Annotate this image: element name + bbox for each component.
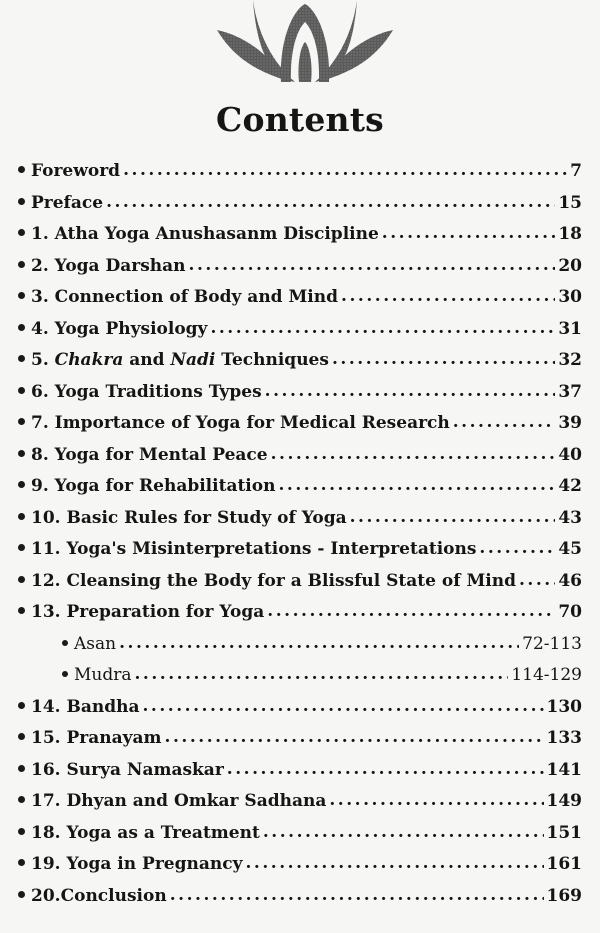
bullet-icon [18, 859, 25, 866]
toc-entry [18, 408, 582, 440]
toc-entry-label: 14. Bandha [31, 696, 140, 717]
dot-leader [278, 470, 555, 502]
toc-entry-label: 18. Yoga as a Treatment [31, 822, 260, 843]
toc-page-number: 30 [558, 287, 582, 307]
bullet-icon [18, 733, 25, 740]
toc-entry-label: Foreword [31, 161, 121, 181]
toc-entry-label: 1. Atha Yoga Anushasanm Discipline [31, 224, 379, 244]
toc-page-number: 45 [558, 539, 582, 559]
toc-page-number: 15 [558, 192, 582, 213]
toc-page-number: 37 [558, 381, 582, 402]
toc-page-number: 7 [570, 161, 582, 181]
bullet-icon [18, 702, 25, 709]
bullet-icon [18, 450, 25, 457]
toc-entry [18, 188, 582, 220]
dot-leader [453, 407, 556, 439]
toc-entry [18, 471, 582, 503]
toc-entry-label: 9. Yoga for Rehabilitation [31, 476, 276, 496]
toc-entry-label: 16. Surya Namaskar [31, 759, 224, 780]
dot-leader [341, 281, 555, 313]
dot-leader [210, 313, 555, 345]
toc-entry [18, 786, 582, 818]
dot-leader [123, 155, 567, 187]
bullet-icon [18, 324, 25, 331]
toc-page-number: 39 [558, 413, 582, 433]
dot-leader [143, 691, 544, 723]
toc-entry-label: 6. Yoga Traditions Types [31, 381, 262, 402]
dot-leader [265, 376, 556, 408]
toc-entry [18, 345, 582, 377]
bullet-icon [18, 796, 25, 803]
dot-leader [227, 754, 544, 786]
toc-page-number: 18 [558, 224, 582, 244]
toc-page-number: 70 [558, 602, 582, 622]
dot-leader [382, 218, 556, 250]
toc-entry [18, 692, 582, 724]
toc-entry-label: 2. Yoga Darshan [31, 255, 186, 276]
dot-leader [263, 817, 544, 849]
bullet-icon [18, 387, 25, 394]
toc-page-number: 114-129 [511, 665, 582, 685]
toc-entry [18, 282, 582, 314]
toc-entry-label: 20.Conclusion [31, 885, 167, 906]
bullet-icon [18, 576, 25, 583]
bullet-icon [18, 166, 25, 173]
toc-entry [18, 723, 582, 755]
bullet-icon [18, 513, 25, 520]
bullet-icon [18, 355, 25, 362]
toc-page-number: 43 [558, 507, 582, 528]
toc-subentry [18, 660, 582, 692]
toc-entry-label: 10. Basic Rules for Study of Yoga [31, 507, 347, 528]
toc-page-number: 42 [558, 476, 582, 496]
lotus-ornament-icon [215, 0, 395, 84]
bullet-icon [18, 891, 25, 898]
toc-entry [18, 314, 582, 346]
toc-entry-label: 15. Pranayam [31, 728, 162, 748]
dot-leader [271, 439, 556, 471]
toc-entry [18, 849, 582, 881]
toc-page-number: 133 [546, 728, 582, 748]
dot-leader [329, 785, 543, 817]
toc-entry [18, 440, 582, 472]
toc-page-number: 169 [546, 885, 582, 906]
toc-entry [18, 377, 582, 409]
toc-entry-label: 4. Yoga Physiology [31, 318, 208, 339]
toc-entry [18, 251, 582, 283]
toc-page-number: 149 [546, 791, 582, 811]
toc-page-number: 72-113 [522, 633, 582, 654]
bullet-icon [18, 198, 25, 205]
toc-entry-label: Mudra [74, 665, 132, 685]
toc-entry [18, 534, 582, 566]
bullet-icon [18, 544, 25, 551]
toc-entry-label: 17. Dhyan and Omkar Sadhana [31, 791, 327, 811]
dot-leader [170, 880, 544, 912]
bullet-icon [62, 671, 68, 677]
toc-entry-label: 8. Yoga for Mental Peace [31, 444, 268, 465]
toc-entry [18, 566, 582, 598]
dot-leader [350, 502, 556, 534]
toc-entry [18, 755, 582, 787]
dot-leader [189, 250, 556, 282]
toc-entry-label: Asan [74, 633, 117, 654]
toc-page-number: 32 [558, 350, 582, 370]
toc-entry-label: 12. Cleansing the Body for a Blissful State of Mind [31, 570, 516, 591]
toc-entry [18, 503, 582, 535]
toc-page-number: 141 [546, 759, 582, 780]
toc-page-number: 40 [558, 444, 582, 465]
toc-entry-label: Preface [31, 192, 104, 213]
toc-entry [18, 597, 582, 629]
bullet-icon [62, 640, 68, 646]
bullet-icon [18, 481, 25, 488]
bullet-icon [18, 607, 25, 614]
bullet-icon [18, 828, 25, 835]
bullet-icon [18, 292, 25, 299]
bullet-icon [18, 229, 25, 236]
toc-page-number: 20 [558, 255, 582, 276]
toc-page-number: 46 [558, 570, 582, 591]
dot-leader [106, 187, 555, 219]
toc-entry-label: 3. Connection of Body and Mind [31, 287, 339, 307]
dot-leader [519, 565, 555, 597]
dot-leader [119, 628, 519, 660]
dot-leader [267, 596, 555, 628]
toc-entry-label: 7. Importance of Yoga for Medical Research [31, 413, 450, 433]
toc-entry [18, 881, 582, 913]
table-of-contents [18, 156, 582, 912]
toc-entry-label: 13. Preparation for Yoga [31, 602, 265, 622]
toc-page-number: 31 [558, 318, 582, 339]
dot-leader [479, 533, 555, 565]
dot-leader [332, 344, 555, 376]
bullet-icon [18, 261, 25, 268]
toc-entry [18, 219, 582, 251]
toc-subentry [18, 629, 582, 661]
toc-page-number: 130 [546, 696, 582, 717]
page-title: Contents [216, 100, 384, 139]
toc-entry-label: 5. Chakra and Nadi Techniques [31, 350, 329, 370]
toc-entry-label: 11. Yoga's Misinterpretations - Interpretations [31, 539, 477, 559]
bullet-icon [18, 418, 25, 425]
toc-entry [18, 818, 582, 850]
dot-leader [135, 659, 509, 691]
toc-page-number: 161 [546, 854, 582, 874]
dot-leader [245, 848, 543, 880]
toc-entry [18, 156, 582, 188]
dot-leader [165, 722, 544, 754]
toc-entry-label: 19. Yoga in Pregnancy [31, 854, 243, 874]
toc-page-number: 151 [546, 822, 582, 843]
bullet-icon [18, 765, 25, 772]
